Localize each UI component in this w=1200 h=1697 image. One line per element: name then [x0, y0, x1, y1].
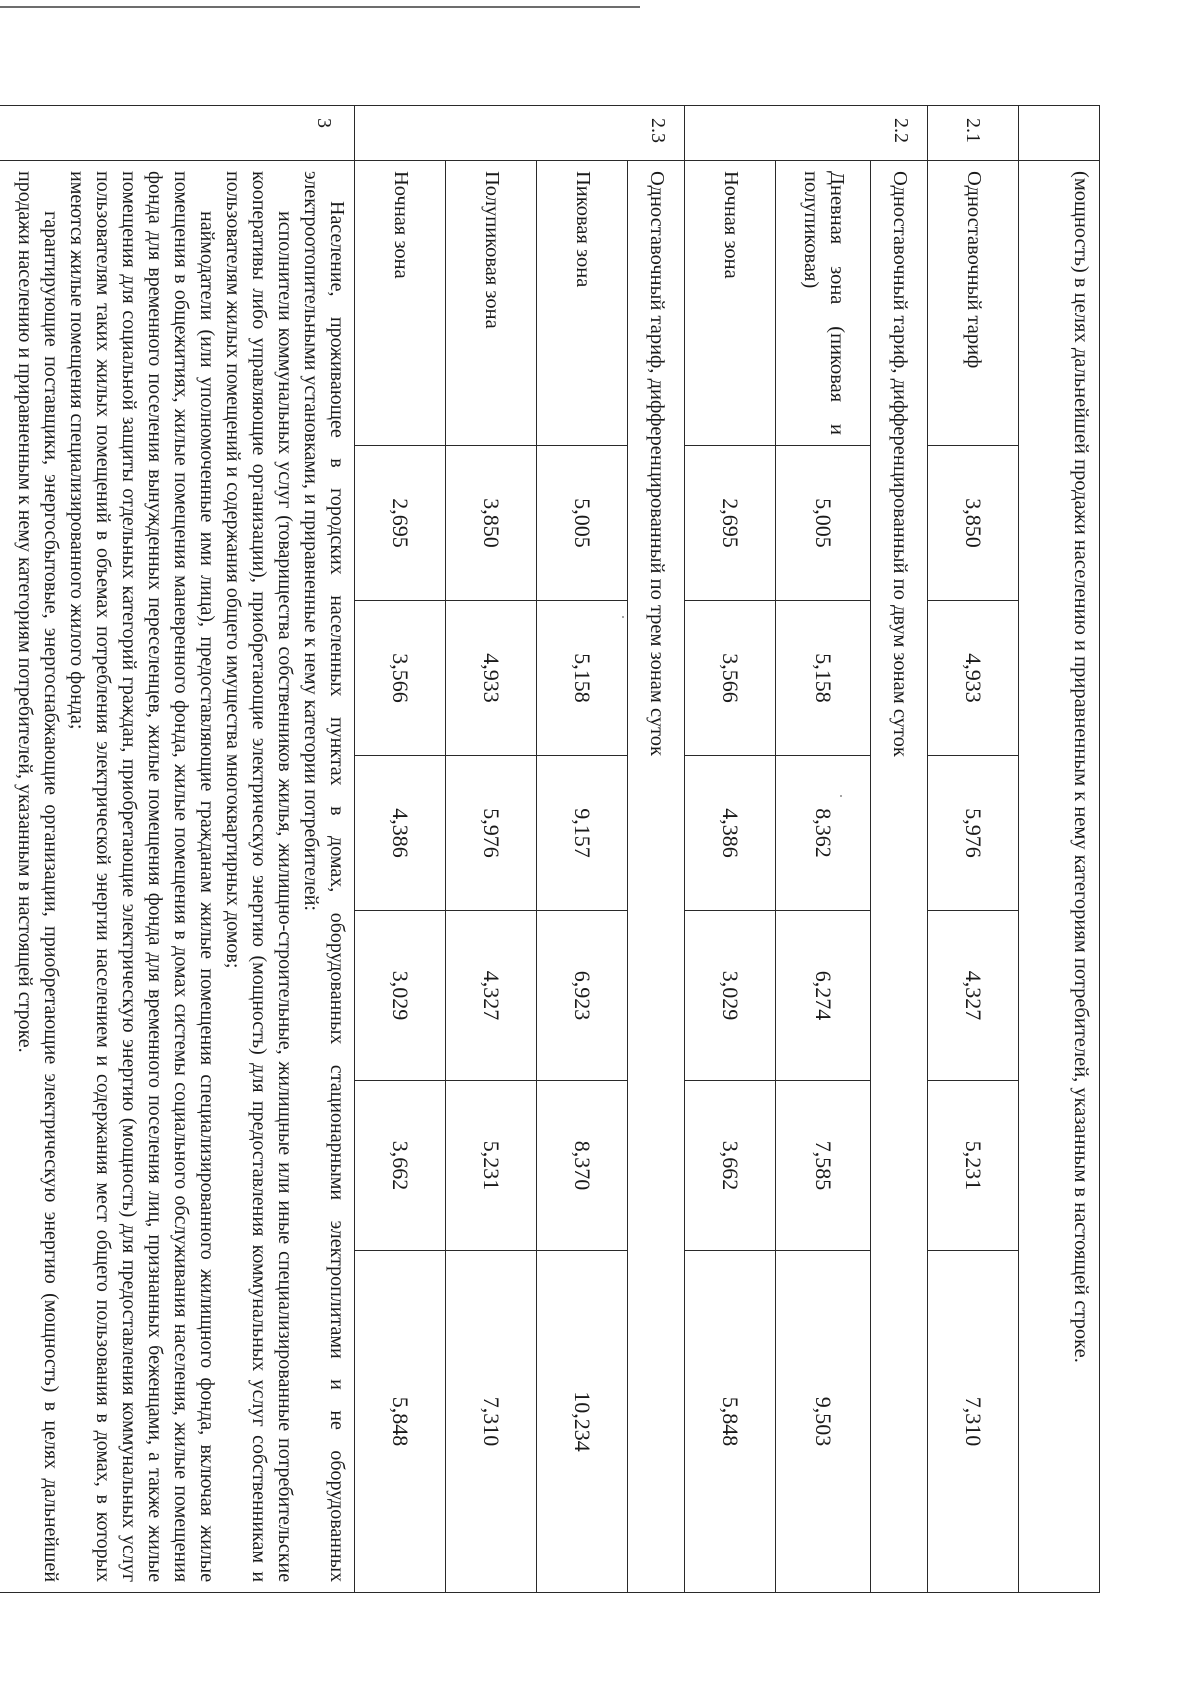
paragraph: Население, проживающее в городских населенных пунктах в домах, оборудованных стационарными электроплитами и не оборудованных электроотопительными установками, и приравненные к нему категории потребителей:: [300, 171, 348, 1583]
table-row: [871, 106, 928, 1593]
table-row: [685, 106, 776, 1593]
tariff-table: [0, 105, 1100, 1593]
row-number: [1019, 106, 1100, 161]
tariff-value: 5,848: [355, 1251, 446, 1593]
tariff-value: 2,695: [685, 446, 776, 601]
row-label: Ночная зона: [685, 161, 776, 446]
tariff-value: 9,157: [537, 756, 628, 911]
tariff-value: 5,231: [928, 1081, 1019, 1251]
tariff-value: 3,662: [355, 1081, 446, 1251]
table-row: [355, 106, 446, 1593]
table-row: [776, 106, 871, 1593]
tariff-value: 3,029: [685, 911, 776, 1081]
row-label: Одноставочный тариф: [928, 161, 1019, 446]
tariff-value: 4,386: [355, 756, 446, 911]
tariff-value: 7,310: [446, 1251, 537, 1593]
tariff-value: 6,274: [776, 911, 871, 1081]
table-row: [628, 106, 685, 1593]
tariff-value: 8,362: [776, 756, 871, 911]
tariff-value: 10,234: [537, 1251, 628, 1593]
tariff-table-page: [14, 105, 1100, 1592]
tariff-value: 5,976: [446, 756, 537, 911]
tariff-value: 5,158: [776, 601, 871, 756]
tariff-value: 5,231: [446, 1081, 537, 1251]
tariff-value: 4,933: [928, 601, 1019, 756]
tariff-value: 5,976: [928, 756, 1019, 911]
tariff-value: 6,923: [537, 911, 628, 1081]
tariff-value: 5,848: [685, 1251, 776, 1593]
tariff-value: 2,695: [355, 446, 446, 601]
row-label: Полупиковая зона: [446, 161, 537, 446]
tariff-value: 3,850: [446, 446, 537, 601]
table-row: [0, 106, 355, 1593]
tariff-value: 5,158: [537, 601, 628, 756]
table-row: [928, 106, 1019, 1593]
row-number: 3: [0, 106, 355, 161]
table-row: [537, 106, 628, 1593]
tariff-value: 4,327: [446, 911, 537, 1081]
tariff-value: 9,503: [776, 1251, 871, 1593]
tariff-value: 5,005: [537, 446, 628, 601]
table-row: [1019, 106, 1100, 1593]
row-label-text: Дневная зона (пиковая и полупиковая): [800, 171, 848, 435]
tariff-value: 3,850: [928, 446, 1019, 601]
paragraph: наймодатели (или уполномоченные ими лица), предоставляющие гражданам жилые помещения специализированного жилищного фонда, включая жилые помещения в общежитиях, жилые помещения маневренного фонда, жилые помещения в домах системы социального обслуживания населения, жилые помещения фонда для временного поселения вынужденных переселенцев, жилые помещения фонда для временного поселения лиц, признанных беженцами, а также жилые помещения для социальной защиты отдельных категорий граждан, приобретающие электрическую энергию (мощность) для предоставления коммунальных услуг пользователям таких жилых помещений в объемах потребления электрической энергии населением и содержания мест общего пользования в домах, в которых имеются жилые помещения специализированного жилого фонда;: [66, 171, 218, 1583]
tariff-value: 4,933: [446, 601, 537, 756]
row-label: Ночная зона: [355, 161, 446, 446]
section-title: Одноставочный тариф, дифференцированный по двум зонам суток: [871, 161, 928, 1593]
tariff-value: 5,005: [776, 446, 871, 601]
row-label: [776, 161, 871, 446]
row-label: Пиковая зона: [537, 161, 628, 446]
tariff-value: 3,029: [355, 911, 446, 1081]
table-row: [446, 106, 537, 1593]
tariff-value: 3,566: [685, 601, 776, 756]
tariff-value: 4,327: [928, 911, 1019, 1081]
row-number: 2.1: [928, 106, 1019, 161]
paragraph: исполнители коммунальных услуг (товарищества собственников жилья, жилищно-строительные, жилищные или иные специализированные потребительские кооперативы либо управляющие организации), приобретающие электрическую энергию (мощность) для предоставления коммунальных услуг собственникам и пользователям жилых помещений и содержания общего имущества многоквартирных домов;: [222, 171, 296, 1583]
tariff-value: 7,585: [776, 1081, 871, 1251]
tariff-value: 8,370: [537, 1081, 628, 1251]
tariff-value: 4,386: [685, 756, 776, 911]
section-title: Одноставочный тариф, дифференцированный по трем зонам суток: [628, 161, 685, 1593]
continuation-text: (мощность) в целях дальнейшей продажи населению и приравненным к нему категориям потребителей, указанным в настоящей строке.: [1019, 161, 1100, 1593]
row-number: 2.2: [685, 106, 928, 161]
tariff-value: 3,662: [685, 1081, 776, 1251]
paragraph: гарантирующие поставщики, энергосбытовые, энергоснабжающие организации, приобретающие электрическую энергию (мощность) в целях дальнейшей продажи населению и приравненным к нему категориям потребителей, указанным в настоящей строке.: [14, 171, 62, 1583]
tariff-value: 7,310: [928, 1251, 1019, 1593]
row-number: 2.3: [355, 106, 685, 161]
tariff-value: 3,566: [355, 601, 446, 756]
consumer-category-text: [0, 161, 355, 1593]
